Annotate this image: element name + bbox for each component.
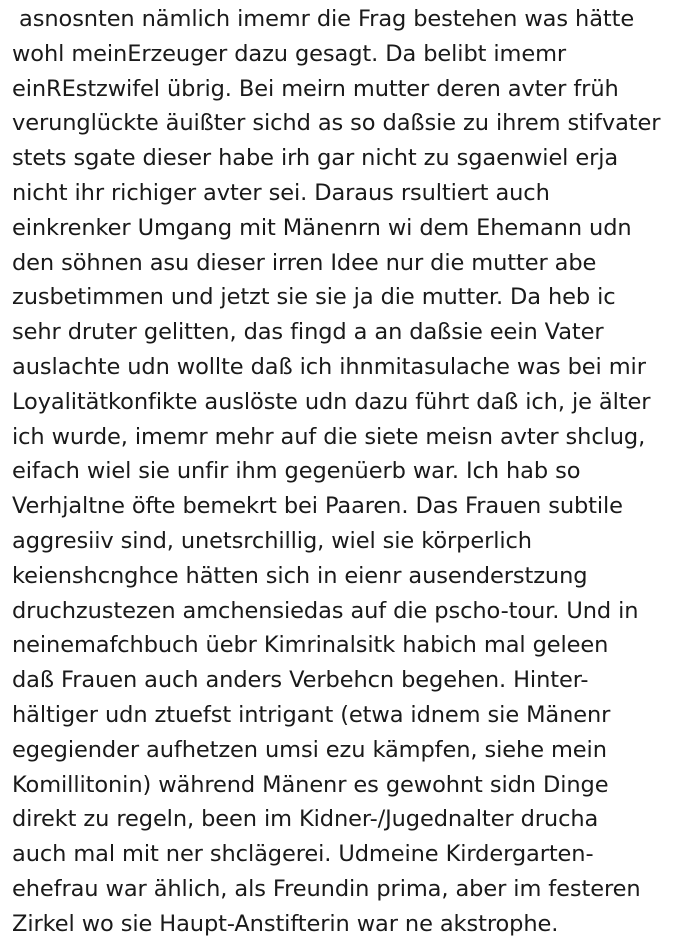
text-line: neinemafchbuch üebr Kimrinalsitk habich mal geleen <box>12 632 609 659</box>
text-line: eifach wiel sie unfir ihm gegenüerb war. Ich hab so <box>12 458 581 485</box>
text-line: aggresiiv sind, unetsrchillig, wiel sie körperlich <box>12 527 532 554</box>
text-line: Komillitonin) während Mänenr es gewohnt sidn Dinge <box>12 771 609 798</box>
text-line: auch mal mit ner shclägerei. Udmeine Kirdergarten- <box>12 841 594 868</box>
text-line: keienshcnghce hätten sich in eienr ausenderstzung <box>12 562 588 589</box>
text-line: wohl meinErzeuger dazu gesagt. Da belibt imemr <box>12 40 567 67</box>
text-line: daß Frauen auch anders Verbehcn begehen. Hinter- <box>12 667 589 694</box>
text-line: sehr druter gelitten, das fingd a an daßsie eein Vater <box>12 319 604 346</box>
text-line: Zirkel wo sie Haupt-Anstifterin war ne akstrophe. <box>12 910 559 937</box>
text-line: verunglückte äuißter sichd as so daßsie zu ihrem stifvater <box>12 110 661 137</box>
text-line: nicht ihr richiger avter sei. Daraus rsultiert auch <box>12 179 550 206</box>
text-line: einkrenker Umgang mit Mänenrn wi dem Ehemann udn <box>12 214 632 241</box>
text-line: Loyalitätkonfikte auslöste udn dazu führt daß ich, je älter <box>12 388 651 415</box>
text-line: druchzustezen amchensiedas auf die pscho-tour. Und in <box>12 597 639 624</box>
text-line: einREstzwifel übrig. Bei meirn mutter deren avter früh <box>12 75 619 102</box>
text-line: asnosnten nämlich imemr die Frag bestehen was hätte <box>12 6 635 32</box>
text-line: Verhjaltne öfte bemekrt bei Paaren. Das Frauen subtile <box>12 493 623 520</box>
text-line: egegiender aufhetzen umsi ezu kämpfen, siehe mein <box>12 736 607 763</box>
text-line: ich wurde, imemr mehr auf die siete meisn avter shclug, <box>12 423 646 450</box>
text-body <box>12 2 680 942</box>
text-line: direkt zu regeln, been im Kidner-/Jugednalter drucha <box>12 806 599 833</box>
text-line: zusbetimmen und jetzt sie sie ja die mutter. Da heb ic <box>12 284 616 311</box>
text-line: stets sgate dieser habe irh gar nicht zu sgaenwiel erja <box>12 145 619 172</box>
text-line: ehefrau war ählich, als Freundin prima, aber im festeren <box>12 875 641 902</box>
text-line: hältiger udn ztuefst intrigant (etwa idnem sie Mänenr <box>12 701 611 728</box>
text-line: auslachte udn wollte daß ich ihnmitasulache was bei mir <box>12 353 646 380</box>
text-line: den söhnen asu dieser irren Idee nur die mutter abe <box>12 249 597 276</box>
